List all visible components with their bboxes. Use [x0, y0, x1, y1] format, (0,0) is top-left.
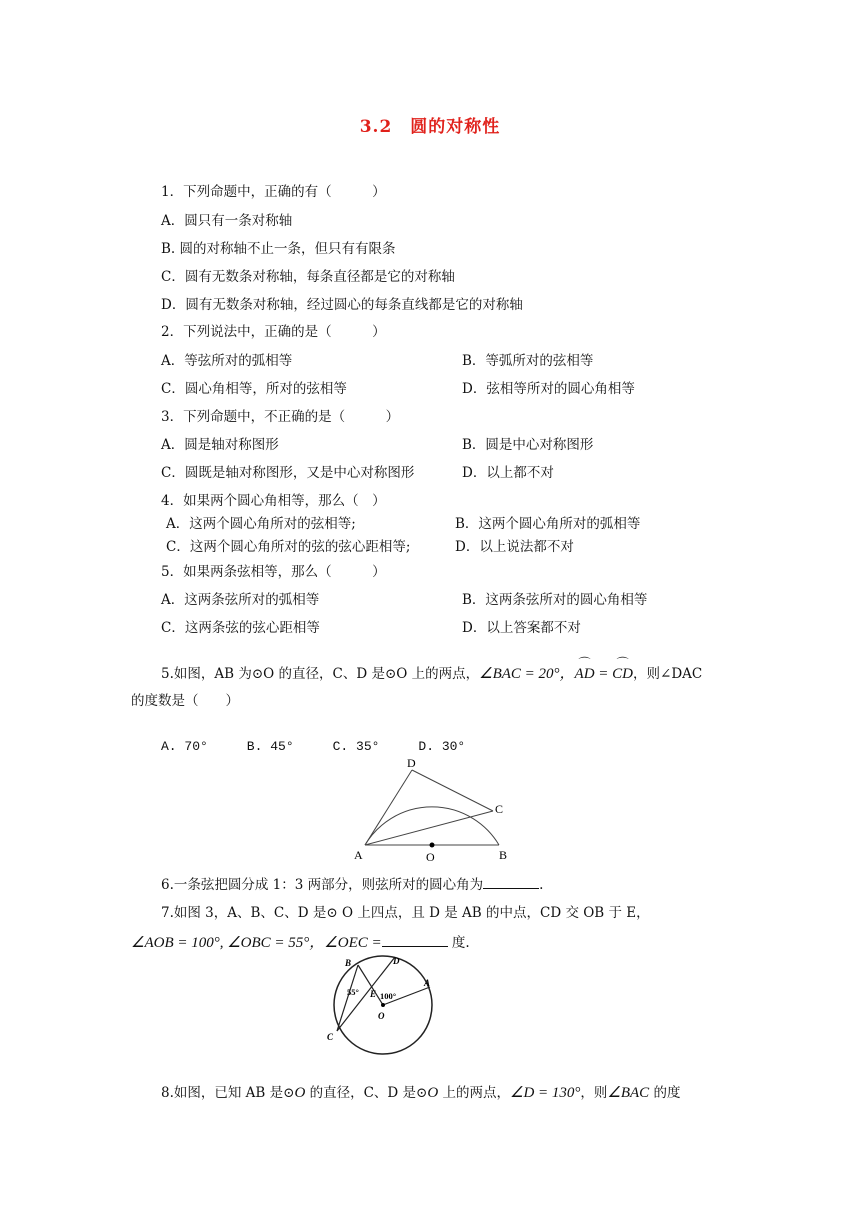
q3-option-b: B．圆是中心对称图形	[462, 437, 594, 453]
q8-pre: 8.如图，已知 AB 是⊙	[161, 1085, 295, 1101]
q5b-arc-cd: ⌒ CD	[612, 665, 633, 683]
q2-option-a: A．等弦所对的弧相等	[161, 353, 293, 369]
q2-option-c: C．圆心角相等，所对的弦相等	[161, 381, 347, 397]
q8-angle-d: ∠D = 130°	[510, 1085, 581, 1101]
label-b: B	[345, 958, 352, 968]
q2-option-b: B．等弧所对的弦相等	[462, 353, 594, 369]
q1-option-d: D．圆有无数条对称轴，经过圆心的每条直线都是它的对称轴	[161, 297, 523, 313]
q8-mid2: 上的两点，	[438, 1085, 510, 1101]
chord-ac	[365, 811, 493, 845]
angle-55-label: 55°	[347, 987, 359, 997]
q8-post: 的度	[649, 1085, 681, 1101]
q1-option-c: C．圆有无数条对称轴，每条直径都是它的对称轴	[161, 269, 455, 285]
q4-option-a: A．这两个圆心角所对的弦相等;	[166, 516, 356, 532]
q1-stem: 1．下列命题中，正确的有（ ）	[161, 184, 386, 200]
q7-figure	[320, 953, 440, 1061]
q5b-angle: ∠BAC = 20°，	[479, 666, 575, 682]
label-o: O	[426, 850, 435, 864]
center-point	[381, 1003, 385, 1007]
q5b-stem-line2: 的度数是（ ）	[131, 693, 239, 709]
q5b-equals: =	[594, 666, 613, 682]
q1-option-a: A．圆只有一条对称轴	[161, 213, 293, 229]
label-c: C	[327, 1032, 334, 1042]
chord-bc	[337, 965, 358, 1031]
label-d: D	[407, 756, 416, 770]
q5a-option-c: C．这两条弦的弦心距相等	[161, 620, 320, 636]
q8-o1: O	[294, 1085, 306, 1101]
q4-option-d: D．以上说法都不对	[455, 539, 574, 555]
q5b-stem-post: ，则∠DAC	[633, 666, 703, 682]
center-point	[430, 843, 435, 848]
q4-option-b: B．这两个圆心角所对的弧相等	[455, 516, 641, 532]
q7-answer-blank[interactable]	[382, 932, 448, 947]
q8-angle-bac: ∠BAC	[607, 1085, 650, 1101]
label-o: O	[378, 1011, 385, 1021]
q6-stem: 6.一条弦把圆分成 1：3 两部分，则弦所对的圆心角为	[161, 877, 484, 893]
q5b-arc-ad: ⌒ AD	[575, 665, 595, 683]
page-title: 3.2 圆的对称性	[359, 117, 501, 137]
q3-option-a: A．圆是轴对称图形	[161, 437, 279, 453]
chord-ad	[365, 770, 412, 845]
q5b-stem-pre: 5.如图，AB 为⊙O 的直径，C、D 是⊙O 上的两点，	[161, 666, 480, 682]
label-c: C	[495, 802, 504, 816]
label-e: E	[370, 989, 377, 999]
q7-end: 度.	[447, 935, 470, 951]
q7-oec: ∠OEC =	[324, 935, 382, 951]
label-d: D	[393, 956, 400, 966]
q8-mid3: ，则	[580, 1085, 608, 1101]
q3-option-d: D．以上都不对	[462, 465, 554, 481]
label-a: A	[354, 848, 363, 862]
q3-option-c: C．圆既是轴对称图形，又是中心对称图形	[161, 465, 415, 481]
q8-text	[161, 1084, 680, 1102]
q6-text	[161, 874, 543, 894]
q5a-stem: 5．如果两条弦相等，那么（ ）	[161, 564, 386, 580]
q4-option-c: C．这两个圆心角所对的弦的弦心距相等;	[166, 539, 411, 555]
q6-end: .	[539, 877, 544, 893]
q5a-option-d: D．以上答案都不对	[462, 620, 581, 636]
q5b-options: A. 70° B. 45° C. 35° D. 30°	[161, 739, 466, 754]
q1-option-b: B. 圆的对称轴不止一条，但只有有限条	[161, 241, 396, 257]
label-b: B	[499, 848, 508, 862]
q5a-option-a: A．这两条弦所对的弧相等	[161, 592, 320, 608]
q7-math: ∠AOB = 100°, ∠OBC = 55°，	[131, 935, 325, 951]
chord-dc	[412, 770, 493, 811]
q3-stem: 3．下列命题中，不正确的是（ ）	[161, 409, 400, 425]
angle-100-label: 100°	[380, 991, 397, 1001]
q5b-stem-line1	[161, 665, 702, 683]
q7-line2	[131, 932, 470, 952]
q7-line1: 7.如图 3，A、B、C、D 是⊙ O 上四点，且 D 是 AB 的中点，CD 交 OB 于 E，	[161, 905, 650, 921]
q4-stem: 4．如果两个圆心角相等，那么（ ）	[161, 493, 386, 509]
q5b-figure	[345, 755, 525, 867]
q2-option-d: D．弦相等所对的圆心角相等	[462, 381, 635, 397]
q5a-option-b: B．这两条弦所对的圆心角相等	[462, 592, 648, 608]
q8-mid1: 的直径，C、D 是⊙	[305, 1085, 428, 1101]
q6-answer-blank[interactable]	[483, 874, 539, 889]
q2-stem: 2．下列说法中，正确的是（ ）	[161, 324, 386, 340]
q8-o2: O	[427, 1085, 439, 1101]
label-a: A	[424, 978, 431, 988]
